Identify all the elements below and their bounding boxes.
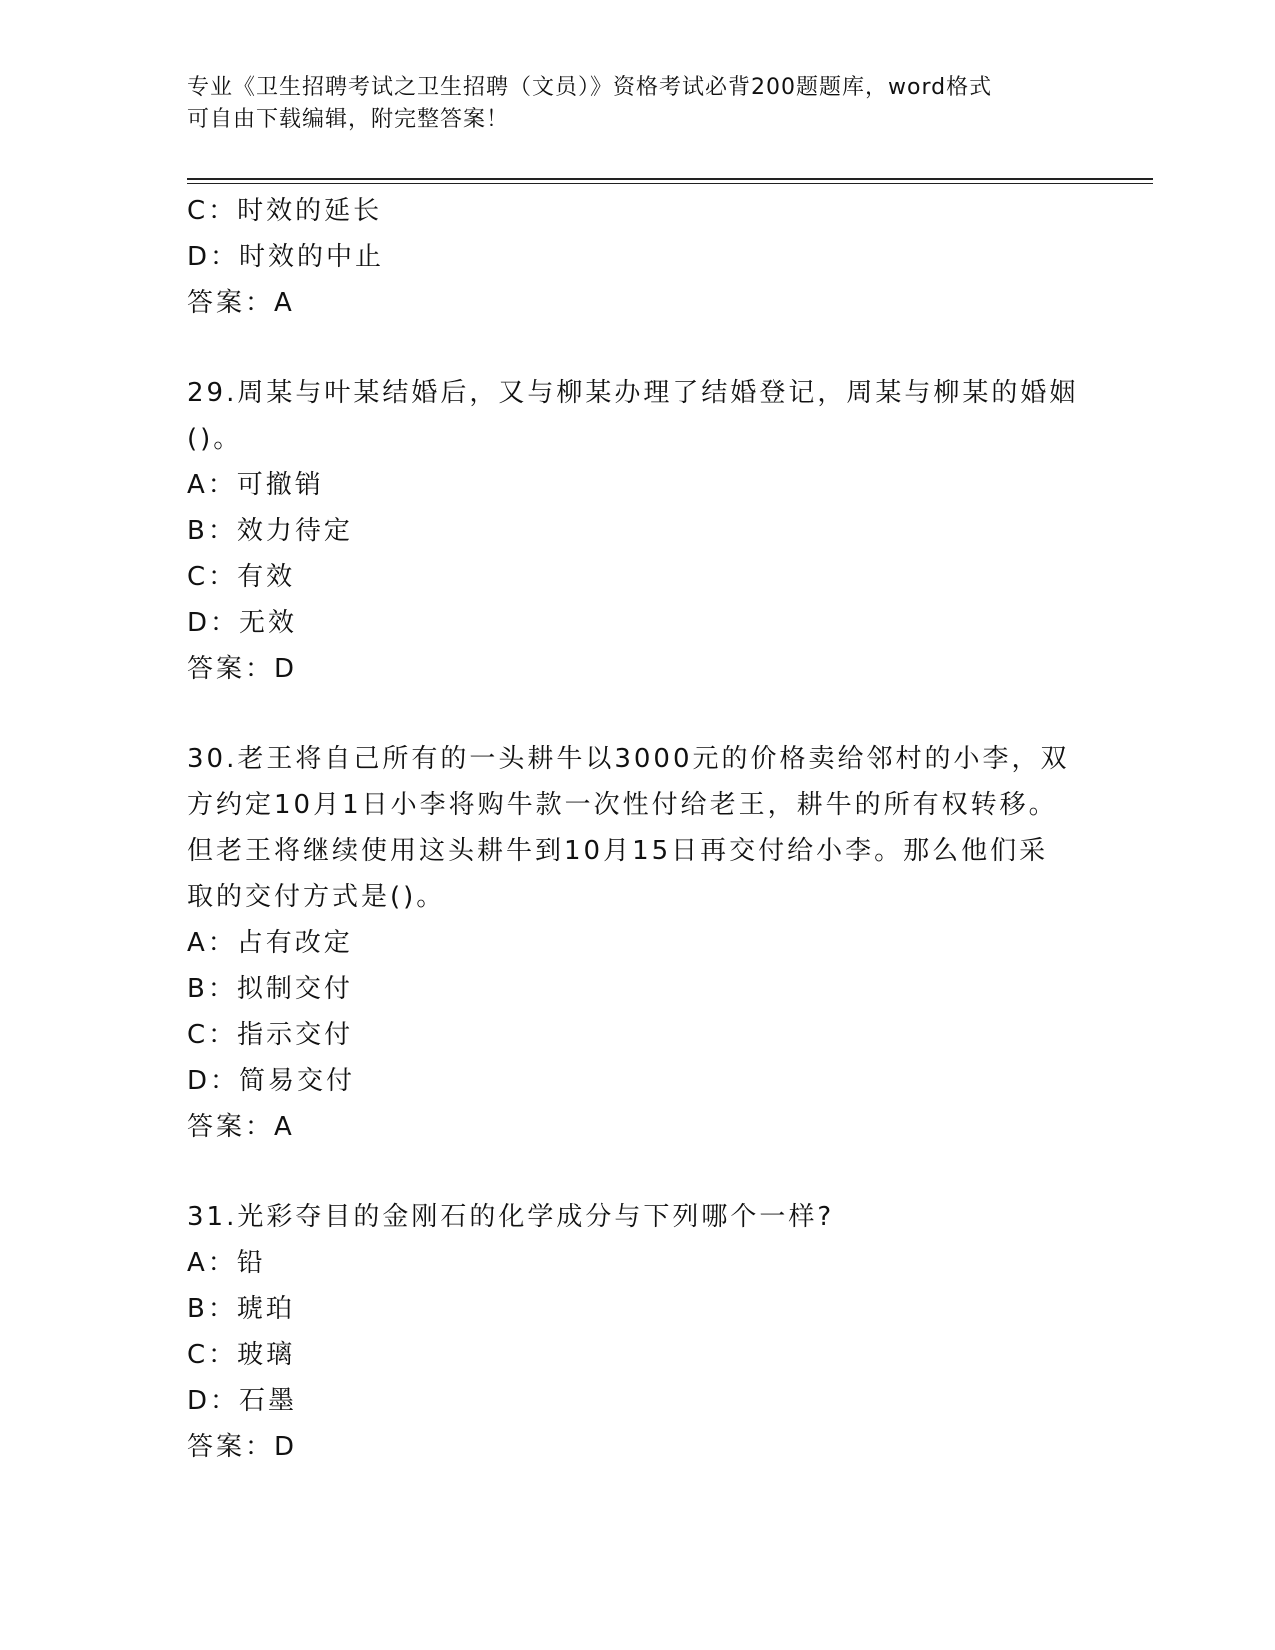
document-header: [187, 72, 1067, 136]
stem-line: 31.光彩夺目的金刚石的化学成分与下列哪个一样?: [187, 1202, 835, 1232]
question-29: [187, 370, 1079, 692]
option-a: A：占有改定: [187, 928, 353, 958]
header-divider-thick: [187, 178, 1153, 180]
option-b: B：拟制交付: [187, 974, 353, 1004]
header-divider-thin: [187, 183, 1153, 184]
question-list: [187, 188, 1079, 1470]
option-d: D：无效: [187, 608, 298, 638]
question-30: [187, 736, 1070, 1150]
stem-line: 但老王将继续使用这头耕牛到10月15日再交付给小李。那么他们采: [187, 836, 1049, 866]
stem-line: 方约定10月1日小李将购牛款一次性付给老王，耕牛的所有权转移。: [187, 790, 1058, 820]
option-b: B：效力待定: [187, 516, 353, 546]
question-stem: [187, 736, 1070, 920]
header-title-line-1: 专业《卫生招聘考试之卫生招聘（文员）》资格考试必背200题题库，word格式: [187, 75, 993, 100]
option-c: C：时效的延长: [187, 196, 383, 226]
option-d: D：时效的中止: [187, 242, 385, 272]
question-31: [187, 1194, 1067, 1470]
option-a: A：可撤销: [187, 470, 324, 500]
answer-line: 答案：D: [187, 654, 298, 684]
question-spacer: [187, 326, 1067, 370]
answer-line: 答案：A: [187, 1112, 295, 1142]
question-stem: [187, 370, 1079, 462]
option-c: C：指示交付: [187, 1020, 354, 1050]
option-d: D：简易交付: [187, 1066, 356, 1096]
option-b: B：琥珀: [187, 1294, 295, 1324]
stem-line: 取的交付方式是()。: [187, 882, 446, 912]
stem-line: ()。: [187, 424, 243, 454]
option-c: C：有效: [187, 562, 296, 592]
stem-line: 30.老王将自己所有的一头耕牛以3000元的价格卖给邻村的小李，双: [187, 744, 1070, 774]
question-stem: [187, 1194, 1067, 1240]
option-a: A：铅: [187, 1248, 266, 1278]
answer-line: 答案：A: [187, 288, 295, 318]
question-spacer: [187, 692, 1067, 736]
option-d: D：石墨: [187, 1386, 298, 1416]
header-title-line-2: 可自由下载编辑，附完整答案！: [187, 107, 510, 132]
question-28-tail: [187, 188, 1067, 326]
option-c: C：玻璃: [187, 1340, 296, 1370]
stem-line: 29.周某与叶某结婚后，又与柳某办理了结婚登记，周某与柳某的婚姻: [187, 378, 1079, 408]
answer-line: 答案：D: [187, 1432, 298, 1462]
question-spacer: [187, 1150, 1067, 1194]
